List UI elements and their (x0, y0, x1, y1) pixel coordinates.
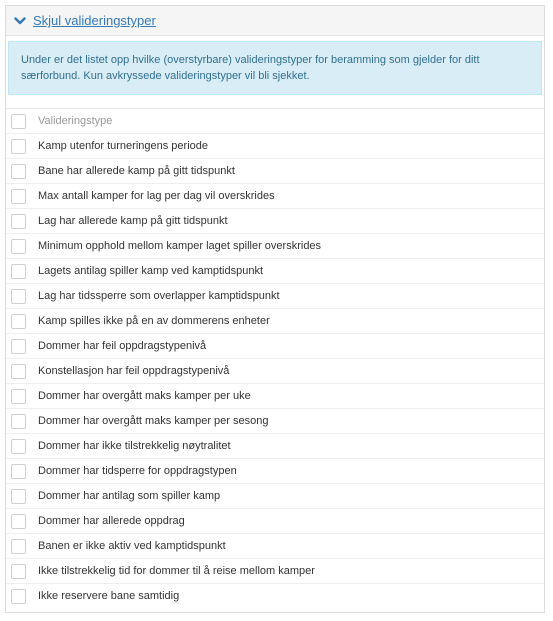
table-row (6, 183, 544, 208)
table-row (6, 408, 544, 433)
chevron-down-icon (14, 15, 26, 27)
row-checkbox[interactable] (11, 164, 26, 179)
validation-type-label: Kamp utenfor turneringens periode (38, 140, 208, 152)
column-header-validation-type: Valideringstype (38, 115, 113, 127)
table-row (6, 283, 544, 308)
validation-type-label: Lag har allerede kamp på gitt tidspunkt (38, 215, 228, 227)
row-checkbox[interactable] (11, 514, 26, 529)
validation-type-label: Lag har tidssperre som overlapper kamptidspunkt (38, 290, 280, 302)
validation-type-label: Ikke reservere bane samtidig (38, 590, 180, 602)
row-checkbox[interactable] (11, 464, 26, 479)
validation-types-panel (5, 5, 545, 613)
table-row (6, 308, 544, 333)
validation-type-label: Kamp spilles ikke på en av dommerens enheter (38, 315, 270, 327)
toggle-label: Skjul valideringstyper (33, 13, 156, 28)
validation-type-label: Dommer har feil oppdragstypenivå (38, 340, 207, 352)
hide-validation-types-toggle[interactable] (14, 13, 156, 28)
validation-type-label: Max antall kamper for lag per dag vil overskrides (38, 190, 275, 202)
validation-type-label: Dommer har allerede oppdrag (38, 515, 185, 527)
row-checkbox[interactable] (11, 564, 26, 579)
validation-type-label: Dommer har overgått maks kamper per sesong (38, 415, 269, 427)
row-checkbox[interactable] (11, 589, 26, 604)
row-checkbox[interactable] (11, 314, 26, 329)
row-checkbox[interactable] (11, 414, 26, 429)
validation-type-label: Dommer har tidsperre for oppdragstypen (38, 465, 237, 477)
table-row (6, 583, 544, 608)
table-row (6, 558, 544, 583)
row-checkbox[interactable] (11, 439, 26, 454)
table-row (6, 458, 544, 483)
table-row (6, 258, 544, 283)
table-row (6, 158, 544, 183)
validation-type-label: Banen er ikke aktiv ved kamptidspunkt (38, 540, 226, 552)
validation-type-label: Lagets antilag spiller kamp ved kamptidspunkt (38, 265, 264, 277)
table-row (6, 133, 544, 158)
row-checkbox[interactable] (11, 239, 26, 254)
row-checkbox[interactable] (11, 289, 26, 304)
validation-type-label: Bane har allerede kamp på gitt tidspunkt (38, 165, 235, 177)
row-checkbox[interactable] (11, 139, 26, 154)
table-row (6, 333, 544, 358)
table-row (6, 483, 544, 508)
table-row (6, 358, 544, 383)
row-checkbox[interactable] (11, 214, 26, 229)
table-row (6, 208, 544, 233)
table-header-row (6, 108, 544, 133)
info-message: Under er det listet opp hvilke (overstyrbare) valideringstyper for beramming som gjelder for ditt særforbund. Kun avkryssede valideringstyper vil bli sjekket. (8, 41, 542, 95)
validation-type-label: Konstellasjon har feil oppdragstypenivå (38, 365, 230, 377)
row-checkbox[interactable] (11, 539, 26, 554)
row-checkbox[interactable] (11, 364, 26, 379)
row-checkbox[interactable] (11, 489, 26, 504)
validation-type-label: Ikke tilstrekkelig tid for dommer til å reise mellom kamper (38, 565, 315, 577)
validation-types-table (6, 108, 544, 608)
validation-type-label: Dommer har antilag som spiller kamp (38, 490, 221, 502)
validation-type-label: Dommer har overgått maks kamper per uke (38, 390, 251, 402)
select-all-checkbox[interactable] (11, 114, 26, 129)
row-checkbox[interactable] (11, 339, 26, 354)
table-row (6, 233, 544, 258)
table-row (6, 508, 544, 533)
validation-type-label: Minimum opphold mellom kamper laget spiller overskrides (38, 240, 322, 252)
row-checkbox[interactable] (11, 264, 26, 279)
row-checkbox[interactable] (11, 389, 26, 404)
panel-header (6, 6, 544, 36)
validation-type-label: Dommer har ikke tilstrekkelig nøytralitet (38, 440, 231, 452)
table-row (6, 433, 544, 458)
table-row (6, 383, 544, 408)
row-checkbox[interactable] (11, 189, 26, 204)
table-row (6, 533, 544, 558)
